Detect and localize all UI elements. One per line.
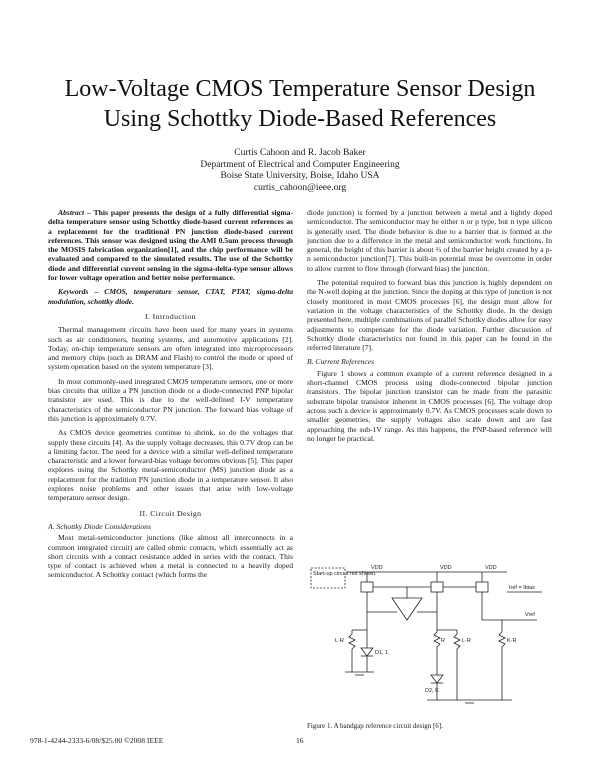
paper-title (40, 74, 560, 134)
figure-1-caption: Figure 1. A bandgap reference circuit design [6]. (307, 722, 443, 730)
diode-q1-label: D1, 1 (375, 650, 389, 656)
title-line-2: Using Schottky Diode-Based References (103, 106, 497, 132)
schottky-subheading: A. Schottky Diode Considerations (48, 521, 151, 531)
intro-paragraph-1: Thermal management circuits have been used for many years in systems such as air conditioners, heating systems, and automotive applications [2]. Today, on-chip temperature sensors are often integrated into microprocessors and memory chips (such as DRAM and Flash) to control the mode or speed of system operation based on the system temperature [3]. (48, 325, 293, 372)
right-paragraph-3: Figure 1 shows a common example of a current reference designed in a short-channel CMOS process using diode-connected bipolar junction transistors. The bipolar junction transistor can be made from the parasitic substrate bipolar transistor inherent in CMOS processes [6]. The voltage drop across such a device is approximately 0.7V. As CMOS processes scale down to smaller geometries, the supply voltages also scale down and are fast approaching the sub-1V range. As this happens, the PNP-based reference will no longer be practical. (307, 368, 552, 443)
right-column (307, 208, 552, 448)
resistor-lr2-label: L·R (462, 638, 471, 644)
current-references-subheading: B. Current References (307, 357, 375, 367)
left-column (48, 208, 293, 585)
title-line-1: Low-Voltage CMOS Temperature Sensor Design (64, 76, 536, 102)
right-paragraph-1: diode junction) is formed by a junction between a metal and a lightly doped semiconductor. The semiconductor may be either n or p type, but n type silicon is generally used. The diode behavior is due to a barrier that is formed at the junction due to a difference in the metal and semiconductor work functions. In general, the height of this barrier is about ⅔ of the barrier height created by a p-n semiconductor junction[7]. This built-in potential must be overcome in order to allow current to flow through (forward bias) the junction. (307, 208, 552, 273)
circuit-design-heading: II. Circuit Design (139, 508, 202, 518)
page-number: 16 (296, 736, 304, 745)
circuit-paragraph-1: Most metal-semiconductor junctions (like almost all interconnects in a common integrated circuit) are called ohmic contacts, which essentially act as short circuits with a contact resistance added in series with the contact. This type of contact is achieved when a metal is connected to a heavily doped semiconductor. A Schottky contact (which forms the (48, 533, 293, 580)
intro-paragraph-3: As CMOS device geometries continue to shrink, so do the voltages that supply these circuits [4]. As the supply voltage decreases, this 0.7V drop can be a limiting factor. The need for a device with a similar well-defined temperature characteristic and a lower forward-bias voltage becomes obvious [5]. This paper explores using the Schottky metal-semiconductor (MS) junction diode as a replacement for the tradition PN junction diode in a temperature sensor. It also explores noise problems and other issues that arise with low-voltage temperature sensor design. (48, 428, 293, 503)
abstract (48, 208, 293, 282)
resistor-lr1-label: L·R (335, 638, 344, 644)
keywords: Keywords – CMOS, temperature sensor, CTAT, PTAT, sigma-delta modulation, schottky diode. (48, 287, 293, 306)
author-names: Curtis Cahoon and R. Jacob Baker (234, 148, 366, 158)
startup-label: Start-up circuit not shown. (313, 571, 377, 577)
iref-label: Iref = Ibias (509, 585, 535, 591)
author-email[interactable]: curtis_cahoon@ieee.org (253, 182, 347, 193)
author-block (100, 148, 500, 194)
author-department: Department of Electrical and Computer Engineering (200, 159, 400, 170)
vdd-label-3: VDD (485, 565, 497, 571)
vdd-label-1: VDD (371, 565, 383, 571)
right-paragraph-2: The potential required to forward bias this junction is highly dependent on the N-well doping at the junction. Since the doping at this type of junction is not closely monitored in most CMOS processes [6], the design must allow for variation in the voltage characteristics of the Schottky diode. In the design presented here, multiple combinations of parallel Schottky diodes allow for easy adjustments to compensate for the diode variation. Further discussion of Schottky diode characteristics not found in this paper can be found in the referred literature [7]. (307, 278, 552, 353)
bandgap-circuit-diagram (307, 560, 552, 718)
author-university: Boise State University, Boise, Idaho USA (220, 171, 380, 181)
figure-1 (307, 560, 552, 718)
vdd-label-2: VDD (440, 565, 452, 571)
abstract-text: – This paper presents the design of a fully differential sigma-delta temperature sensor using Schottky diode-based current references as a replacement for the traditional PN junction diode-based current references. This sensor was designed using the AMI 0.5um process through the MOSIS fabrication organization[1], and the chip performance will be evaluated and compared to the simulated results. The use of the Schottky diode and differential current sensing in the sigma-delta-type sensor allows for lower voltage operation and better noise performance. (48, 208, 293, 283)
footer-isbn: 978-1-4244-2333-6/08/$25.00 ©2008 IEEE (30, 736, 164, 745)
vref-label: Vref (525, 612, 535, 618)
intro-paragraph-2: In most commonly-used integrated CMOS temperature sensors, one or more bias circuits that utilize a PN junction diode or a diode-connected PNP bipolar transistor are used. This is due to the well-defined I-V temperature characteristics of the semiconductor PN junction. The forward bias voltage of this junction is approximately 0.7V. (48, 376, 293, 423)
intro-heading: I. Introduction (144, 311, 197, 321)
resistor-r-label: R (441, 638, 445, 644)
diode-q2-label: D2, K (425, 688, 439, 694)
resistor-kr-label: K·R (507, 638, 517, 644)
abstract-lead: Abstract (58, 208, 85, 217)
